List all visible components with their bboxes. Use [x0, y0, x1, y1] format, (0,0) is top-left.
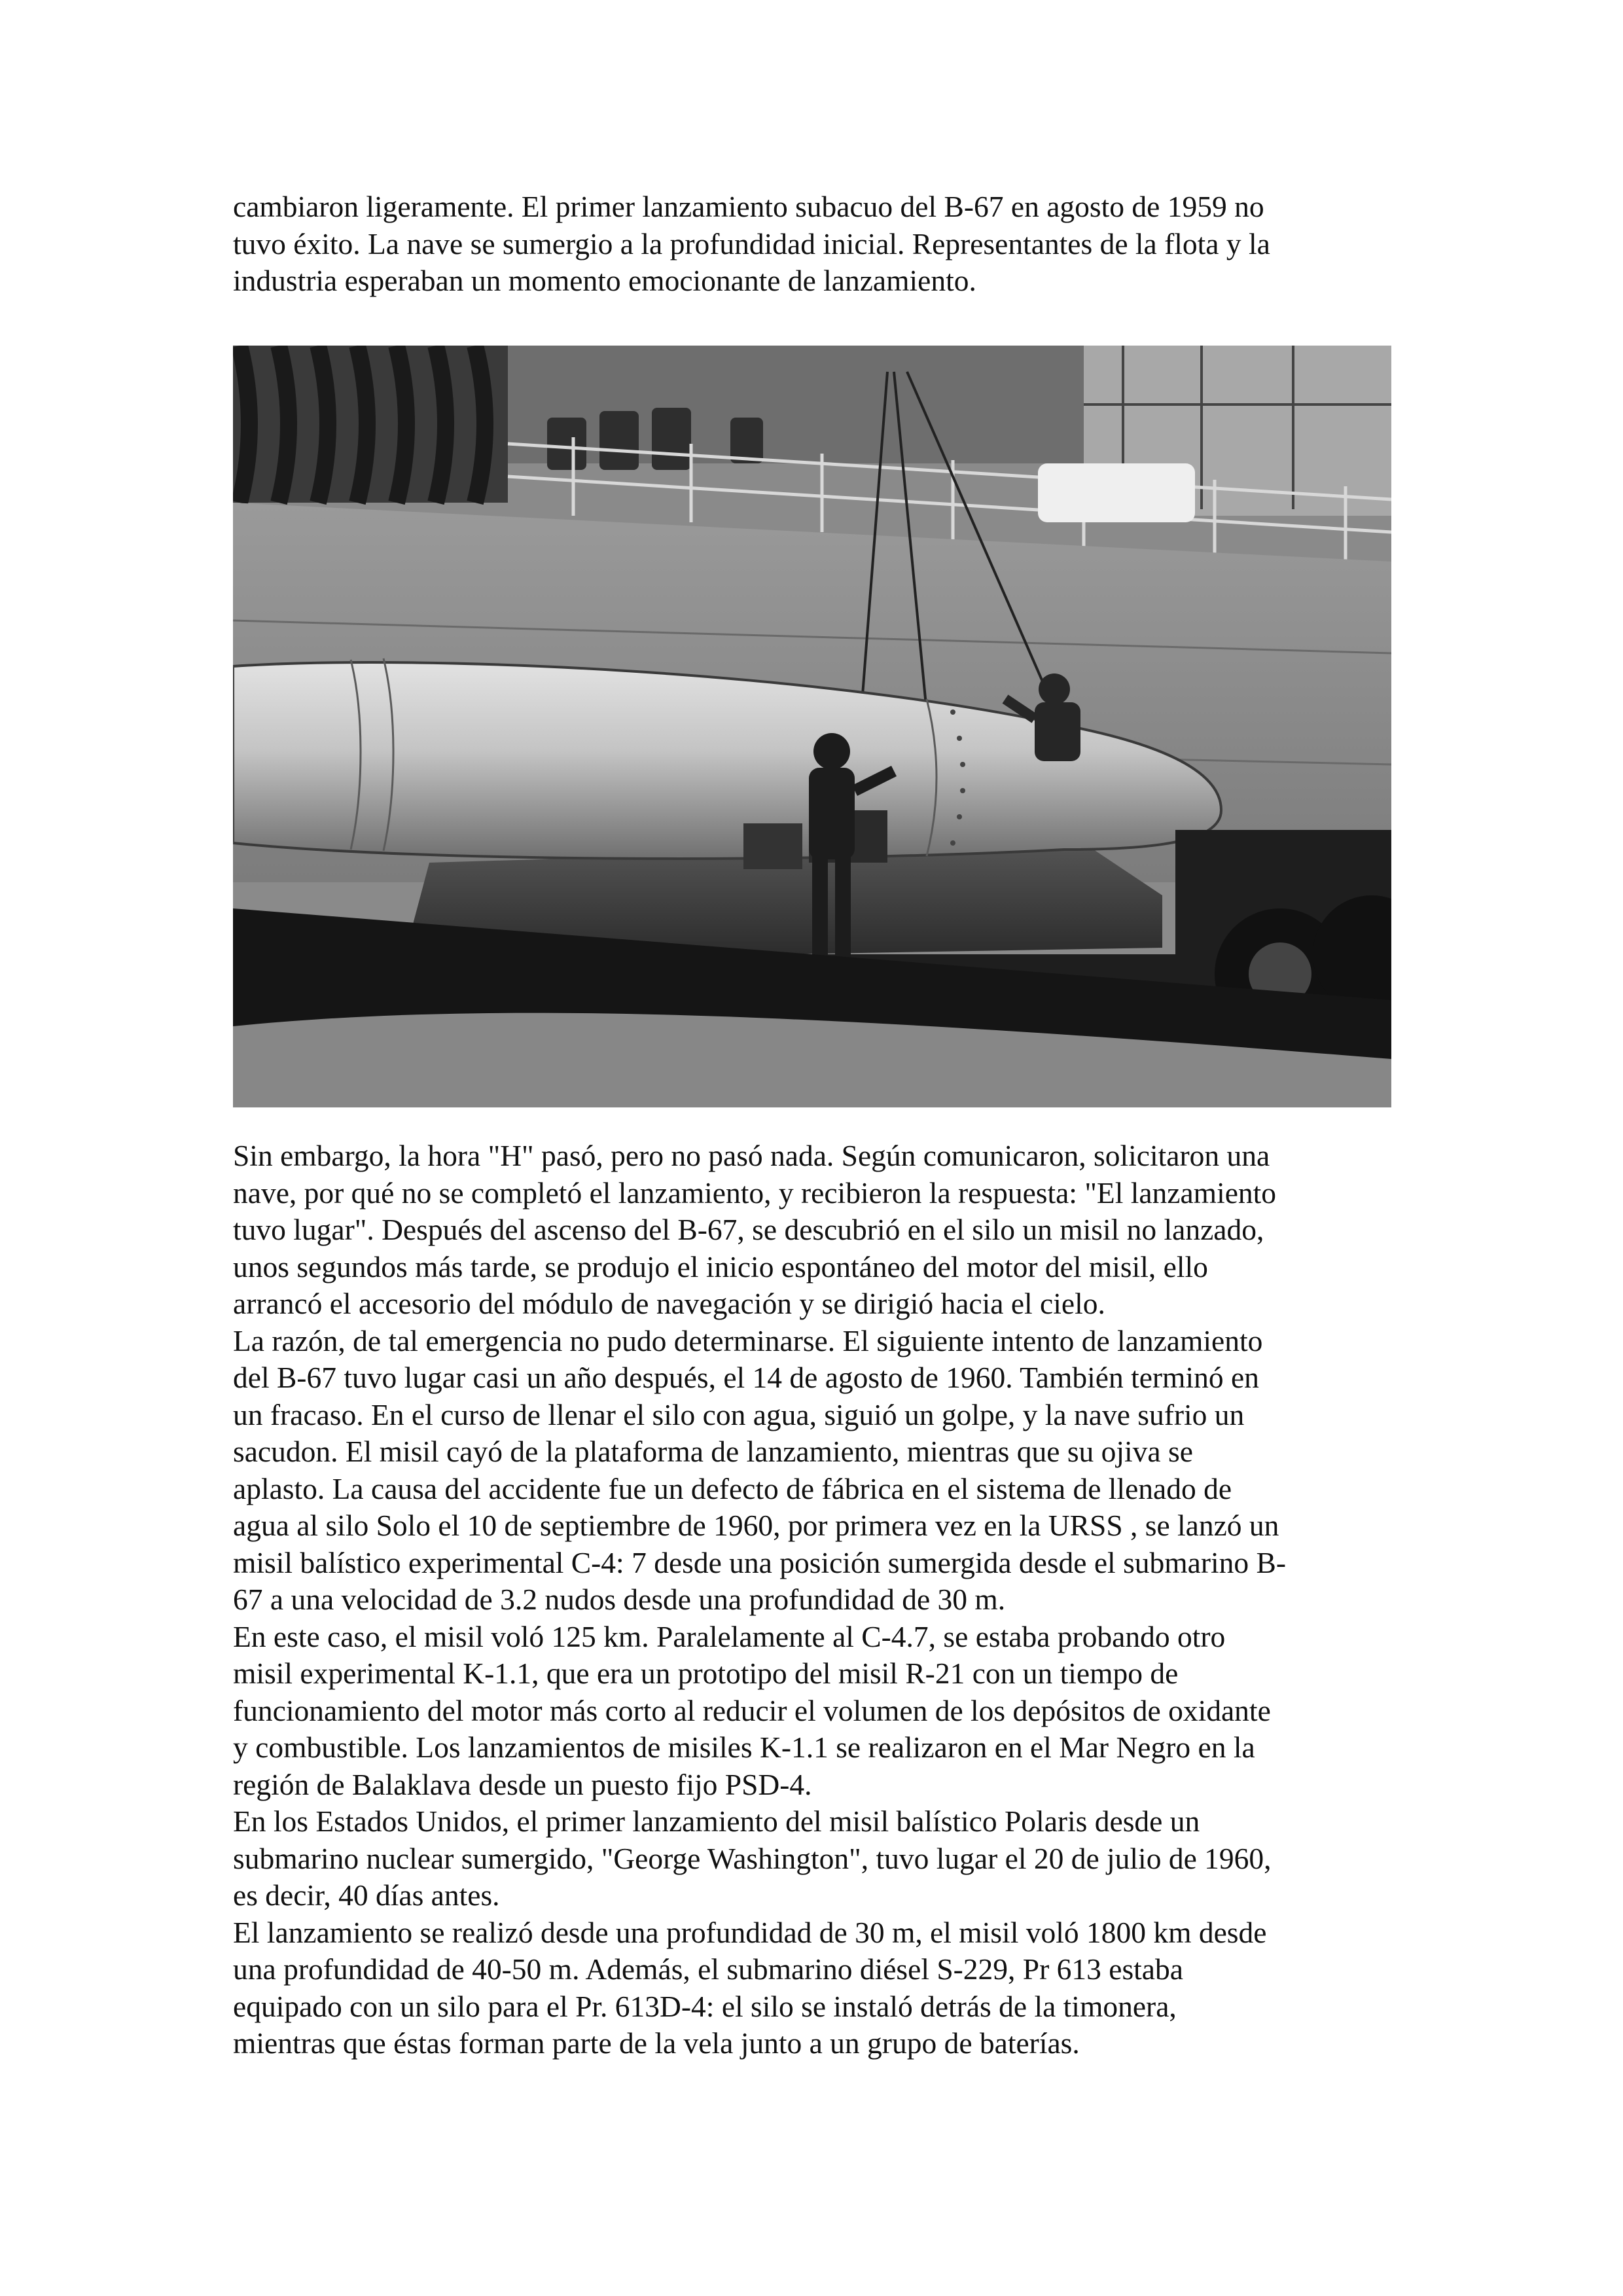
covered-crate [1038, 463, 1195, 522]
text-line: nave, por qué no se completó el lanzamiento, y recibieron la respuesta: "El lanzamiento [233, 1175, 1277, 1210]
text-line: aplasto. La causa del accidente fue un defecto de fábrica en el sistema de llenado de [233, 1471, 1232, 1505]
text-line: tuvo lugar". Después del ascenso del B-67, se descubrió en el silo un misil no lanzado, [233, 1213, 1264, 1246]
body-paragraph [233, 1138, 1404, 2062]
text-line: una profundidad de 40-50 m. Además, el submarino diésel S-229, Pr 613 estaba [233, 1952, 1183, 1986]
text-line: misil experimental K-1.1, que era un prototipo del misil R-21 con un tiempo de [233, 1657, 1179, 1690]
cable-coils [233, 346, 508, 503]
text-line: mientras que éstas forman parte de la vela junto a un grupo de baterías. [233, 2026, 1080, 2060]
text-line: En este caso, el misil voló 125 km. Paralelamente al C-4.7, se estaba probando otro [233, 1619, 1226, 1653]
text-line: industria esperaban un momento emocionante de lanzamiento. [233, 264, 976, 297]
text-line: un fracaso. En el curso de llenar el silo con agua, siguió un golpe, y la nave sufrio un [233, 1397, 1245, 1431]
text-line: misil balístico experimental C-4: 7 desde una posición sumergida desde el submarino B- [233, 1545, 1287, 1579]
text-line: arrancó el accesorio del módulo de navegación y se dirigió hacia el cielo. [233, 1287, 1105, 1320]
text-line: y combustible. Los lanzamientos de misiles K-1.1 se realizaron en el Mar Negro en la [233, 1731, 1255, 1764]
text-line: 67 a una velocidad de 3.2 nudos desde una profundidad de 30 m. [233, 1583, 1006, 1616]
text-line: funcionamiento del motor más corto al reducir el volumen de los depósitos de oxidante [233, 1693, 1271, 1727]
missile-photo-drawing [233, 346, 1391, 1107]
text-line: cambiaron ligeramente. El primer lanzamiento subacuo del B-67 en agosto de 1959 no [233, 190, 1264, 223]
equipment-box [743, 823, 802, 869]
text-line: tuvo éxito. La nave se sumergio a la profundidad inicial. Representantes de la flota y la [233, 226, 1270, 260]
text-line: sacudon. El misil cayó de la plataforma de lanzamiento, mientras que su ojiva se [233, 1435, 1193, 1468]
text-line: El lanzamiento se realizó desde una profundidad de 30 m, el misil voló 1800 km desde [233, 1915, 1267, 1949]
text-line: En los Estados Unidos, el primer lanzamiento del misil balístico Polaris desde un [233, 1804, 1200, 1838]
text-line: región de Balaklava desde un puesto fijo PSD-4. [233, 1767, 812, 1801]
text-line: unos segundos más tarde, se produjo el inicio espontáneo del motor del misil, ello [233, 1249, 1208, 1283]
text-line: Sin embargo, la hora "H" pasó, pero no pasó nada. Según comunicaron, solicitaron una [233, 1139, 1270, 1172]
text-line: La razón, de tal emergencia no pudo determinarse. El siguiente intento de lanzamiento [233, 1323, 1263, 1357]
text-line: es decir, 40 días antes. [233, 1878, 500, 1912]
text-line: agua al silo Solo el 10 de septiembre de 1960, por primera vez en la URSS , se lanzó un [233, 1509, 1279, 1542]
missile-photo [233, 346, 1391, 1107]
text-line: submarino nuclear sumergido, "George Washington", tuvo lugar el 20 de julio de 1960, [233, 1841, 1272, 1875]
intro-paragraph [233, 188, 1404, 300]
text-line: equipado con un silo para el Pr. 613D-4: el silo se instaló detrás de la timonera, [233, 1989, 1177, 2023]
text-line: del B-67 tuvo lugar casi un año después, el 14 de agosto de 1960. También terminó en [233, 1361, 1259, 1394]
